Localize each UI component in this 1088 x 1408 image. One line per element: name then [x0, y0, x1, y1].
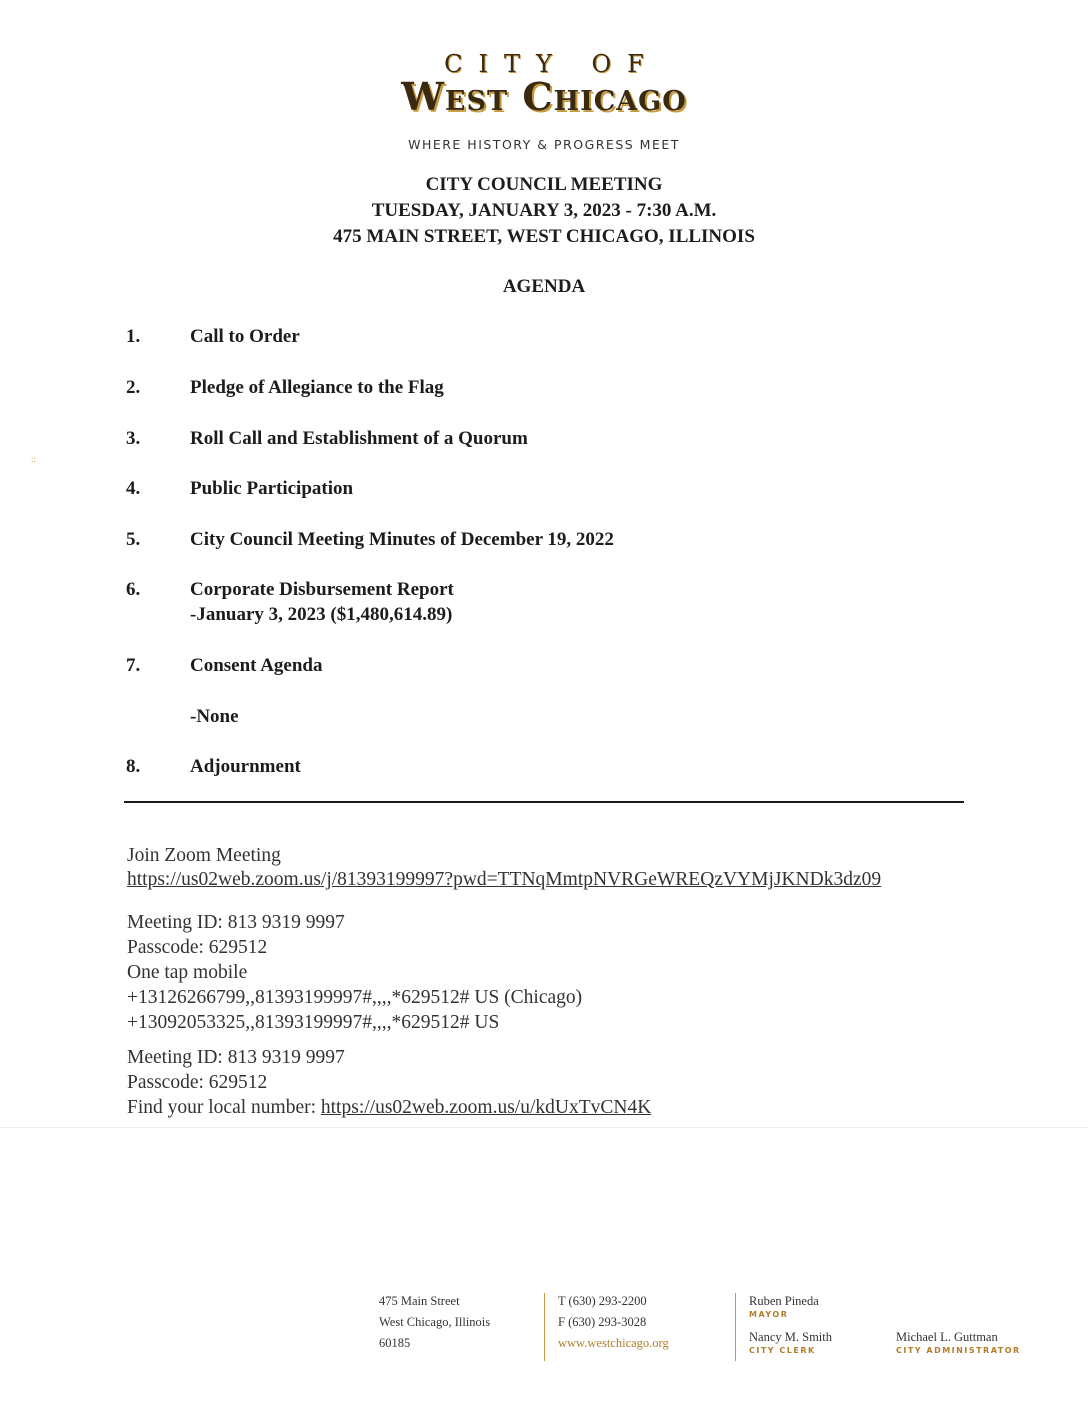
zoom-find-link[interactable]: https://us02web.zoom.us/u/kdUxTvCN4K	[320, 1097, 652, 1118]
zoom-tap-number: +13126266799,,81393199997#,,,,*629512# US (Chicago)	[127, 987, 583, 1008]
footer-address	[379, 1291, 490, 1354]
clerk-name: Nancy M. Smith	[749, 1330, 832, 1344]
agenda-item-number: 7.	[126, 655, 141, 676]
clerk-role: CITY CLERK	[749, 1346, 816, 1355]
logo-city-name: West Chicago	[401, 74, 687, 119]
section-divider	[124, 801, 964, 803]
administrator-name: Michael L. Guttman	[896, 1330, 998, 1344]
meeting-date: TUESDAY, JANUARY 3, 2023 - 7:30 A.M.	[371, 200, 717, 221]
footer-divider	[544, 1293, 545, 1361]
meeting-title: CITY COUNCIL MEETING	[425, 174, 663, 195]
zoom-passcode: Passcode: 629512	[127, 1072, 268, 1093]
administrator-role: CITY ADMINISTRATOR	[896, 1346, 1021, 1355]
agenda-item-number: 1.	[126, 326, 141, 347]
agenda-item-number: 2.	[126, 377, 141, 398]
agenda-item-text: Adjournment	[190, 756, 301, 777]
zoom-find-local	[127, 1095, 651, 1120]
footer-address-city: West Chicago, Illinois	[379, 1315, 491, 1329]
agenda-item-text: Public Participation	[190, 478, 354, 499]
footer-address-zip: 60185	[379, 1336, 411, 1350]
agenda-item-text: Pledge of Allegiance to the Flag	[190, 377, 444, 398]
logo-city-of: CITY OF	[444, 50, 660, 78]
agenda-title: AGENDA	[502, 276, 586, 297]
footer-clerk	[749, 1328, 832, 1355]
footer-administrator	[896, 1328, 1021, 1355]
footer-address-street: 475 Main Street	[379, 1294, 460, 1308]
mayor-name: Ruben Pineda	[749, 1294, 819, 1308]
zoom-find-label: Find your local number:	[127, 1097, 321, 1118]
footer-mayor	[749, 1292, 819, 1319]
agenda-item-text: Roll Call and Establishment of a Quorum	[190, 428, 528, 449]
agenda-item-number: 5.	[126, 529, 141, 550]
zoom-one-tap-label: One tap mobile	[127, 962, 248, 983]
zoom-meeting-id: Meeting ID: 813 9319 9997	[127, 1047, 345, 1068]
agenda-item-number: 6.	[126, 579, 141, 600]
agenda-item-text: Corporate Disbursement Report	[190, 579, 454, 600]
footer-website[interactable]: www.westchicago.org	[558, 1336, 669, 1350]
agenda-item-number: 3.	[126, 428, 141, 449]
zoom-join-label: Join Zoom Meeting	[127, 845, 281, 866]
agenda-item-subtext: -January 3, 2023 ($1,480,614.89)	[190, 604, 453, 625]
agenda-item-number: 8.	[126, 756, 141, 777]
zoom-join-link[interactable]: https://us02web.zoom.us/j/81393199997?pwd=TTNqMmtpNVRGeWREQzVYMjJKNDk3dz09	[127, 869, 882, 890]
zoom-passcode: Passcode: 629512	[127, 937, 268, 958]
zoom-tap-number: +13092053325,,81393199997#,,,,*629512# US	[127, 1012, 500, 1033]
mayor-role: MAYOR	[749, 1310, 789, 1319]
zoom-meeting-id: Meeting ID: 813 9319 9997	[127, 912, 345, 933]
agenda-item-subtext: -None	[190, 706, 239, 727]
agenda-item-text: Call to Order	[190, 326, 300, 347]
footer-contact	[558, 1291, 669, 1354]
footer-divider	[735, 1293, 736, 1361]
agenda-item-text: Consent Agenda	[190, 655, 323, 676]
agenda-item-text: City Council Meeting Minutes of December 19, 2022	[190, 529, 614, 550]
meeting-location: 475 MAIN STREET, WEST CHICAGO, ILLINOIS	[333, 226, 755, 247]
footer-phone: T (630) 293-2200	[558, 1294, 647, 1308]
margin-mark: ::	[31, 454, 37, 464]
tagline: WHERE HISTORY & PROGRESS MEET	[408, 137, 680, 152]
agenda-item-number: 4.	[126, 478, 141, 499]
scan-edge-line	[0, 1127, 1088, 1128]
footer-fax: F (630) 293-3028	[558, 1315, 647, 1329]
